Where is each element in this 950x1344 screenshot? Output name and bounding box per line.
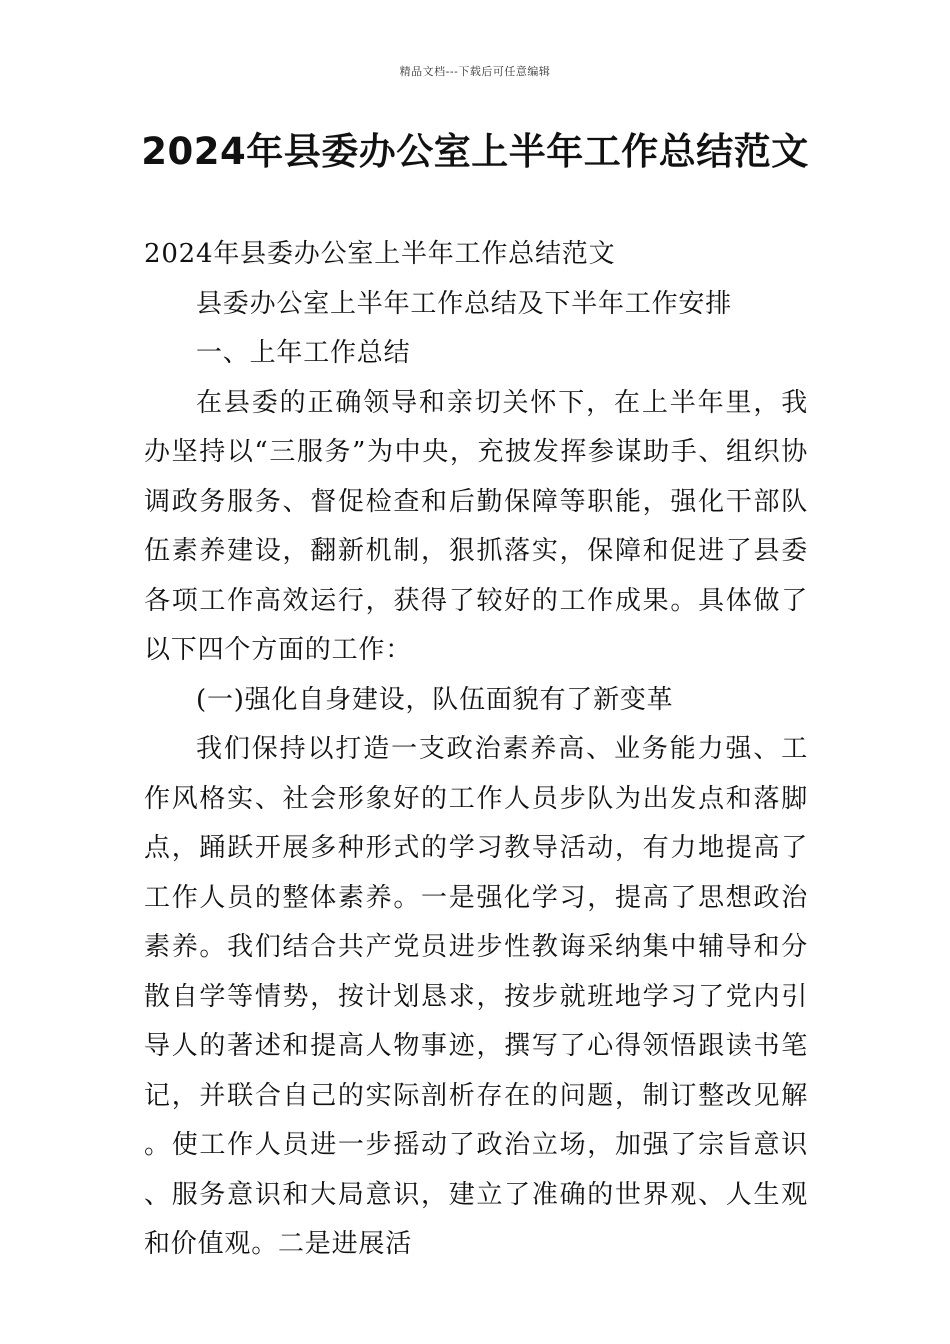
- document-body: [144, 230, 808, 1316]
- body-clip: [144, 230, 808, 1316]
- document-title: 2024年县委办公室上半年工作总结范文: [141, 130, 809, 173]
- paragraph-subtitle: 2024年县委办公室上半年工作总结范文: [144, 239, 616, 269]
- paragraph-section-heading: 县委办公室上半年工作总结及下半年工作安排: [196, 288, 733, 319]
- paragraph-body-one: 我们保持以打造一支政治素养高、业务能力强、工作风格实、社会形象好的工作人员步队为出发点和落脚点，踊跃开展多种形式的学习教导活动，有力地提高了工作人员的整体素养。一是强化学习，提高了思想政治素养。我们结合共产党员进步性教诲采纳集中辅导和分散自学等情势，按计划恳求，按步就班地学习了党内引导人的著述和提高人物事迹，撰写了心得领悟跟读书笔记，并联合自己的实际剖析存在的问题，制订整改见解。使工作人员进一步摇动了政治立场，加强了宗旨意识、服务意识和大局意识，建立了准确的世界观、人生观和价值观。二是进展活: [144, 734, 808, 1259]
- paragraph-part-one-heading: 一、上年工作总结: [196, 338, 411, 368]
- paragraph-intro: 在县委的正确领导和亲切关怀下，在上半年里，我办坚持以“三服务”为中央，充披发挥参谋助手、组织协调政务服务、督促检查和后勤保障等职能，强化干部队伍素养建设，翻新机制，狠抓落实，保障和促进了县委各项工作高效运行，获得了较好的工作成果。具体做了以下四个方面的工作：: [144, 387, 808, 665]
- header-note: 精品文档---下载后可任意编辑: [399, 65, 551, 78]
- paragraph-subheading-one: (一)强化自身建设，队伍面貌有了新变革: [196, 684, 674, 715]
